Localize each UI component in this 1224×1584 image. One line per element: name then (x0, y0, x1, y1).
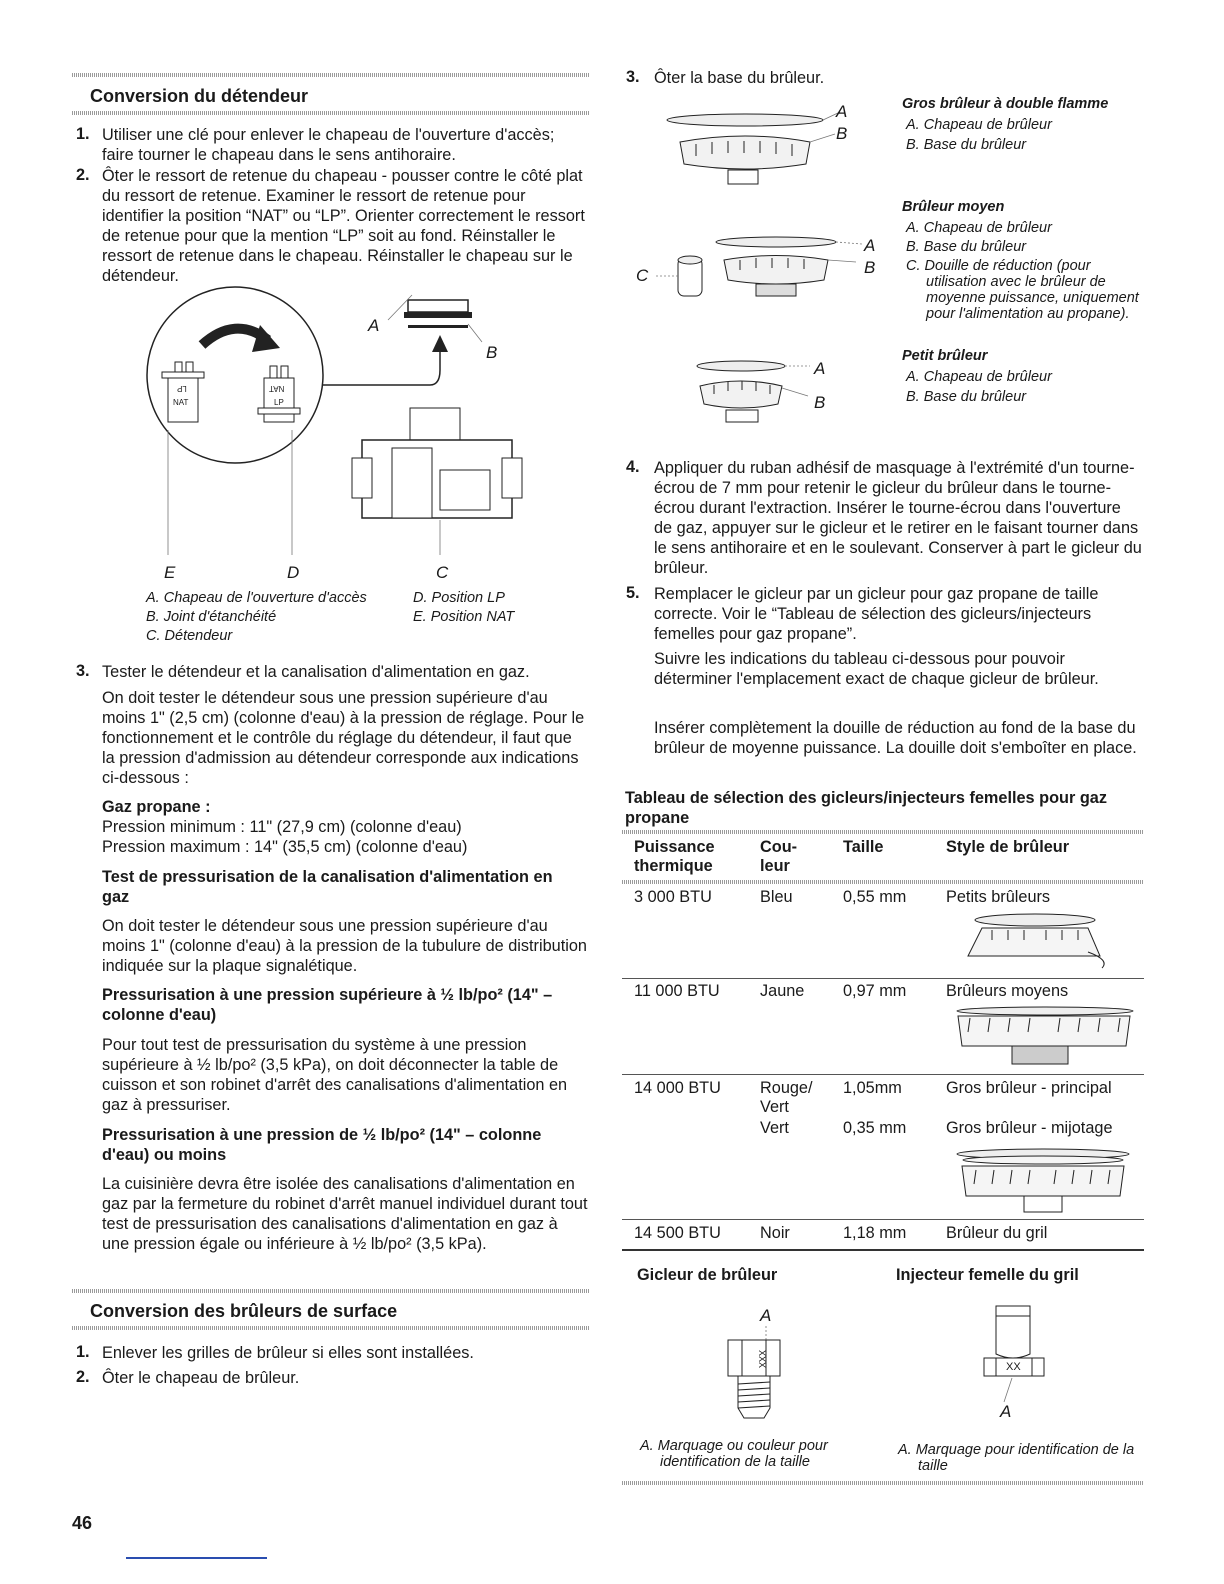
cell-size: 0,35 mm (843, 1119, 907, 1137)
orifice-icon (724, 1326, 784, 1422)
cell-btu: 14 000 BTU (634, 1079, 721, 1097)
callout-a: A (864, 236, 876, 255)
row-divider (622, 1219, 1144, 1220)
column-header: Cou-leur (760, 838, 798, 875)
callout-c: C (436, 563, 449, 582)
paragraph: Insérer complètement la douille de réduction au fond de la base du brûleur de moyenne puissance. La douille doit s'emboîter en place. (654, 719, 1137, 757)
orifice-caption: A. Marquage ou couleur pour identification de la taille (640, 1438, 828, 1470)
callout-a: A (368, 316, 380, 335)
cell-color: Jaune (760, 982, 805, 1000)
cap-label-nat: NAT (173, 398, 189, 407)
cell-size: 0,97 mm (843, 982, 907, 1000)
paragraph: Suivre les indications du tableau ci-dessous pour pouvoir déterminer l'emplacement exact de chaque gicleur de brûleur. (654, 650, 1099, 688)
step-text: Enlever les grilles de brûleur si elles sont installées. (102, 1344, 474, 1362)
large-burner-icon (660, 112, 860, 192)
subheading: Test de pressurisation de la canalisation d'alimentation en gaz (102, 868, 553, 906)
step-text: Appliquer du ruban adhésif de masquage à l'extrémité d'un tourne-écrou de 7 mm pour retenir le gicleur du brûleur dans le tourne-écrou durant l'extraction. Insérer le tourne-écrou dans l'ouverture de gaz, appuyer sur le gicleur et le retirer en le faisant tourner dans le sens antihoraire et en le soulevant. Conserver à part le gicleur du brûleur. (654, 459, 1142, 577)
callout-a: A (1000, 1402, 1012, 1421)
cell-color: Bleu (760, 888, 793, 906)
section-rule (72, 111, 590, 115)
callout-e: E (164, 563, 176, 582)
cell-style: Petits brûleurs (946, 888, 1051, 906)
step-number: 3. (626, 68, 640, 86)
burner-legend: C. Douille de réduction (pour utilisation avec le brûleur de moyenne puissance, uniquement pour l'alimentation au propane). (906, 258, 1139, 322)
burner-legend: A. Chapeau de brûleur (906, 220, 1052, 236)
size-marking: XX (1006, 1361, 1021, 1373)
legend-item: E. Position NAT (413, 609, 515, 625)
cell-color: Vert (760, 1119, 789, 1137)
section-title-burners: Conversion des brûleurs de surface (90, 1301, 398, 1321)
large-burner-icon (948, 1148, 1138, 1218)
legend-item: B. Joint d'étanchéité (146, 609, 277, 625)
cap-label-nat: NAT (269, 384, 285, 393)
burner-legend: B. Base du brûleur (906, 389, 1027, 405)
subheading: Pressurisation à une pression supérieure à ½ lb/po² (14" – colonne d'eau) (102, 986, 553, 1024)
cap-label-lp: LP (177, 384, 187, 393)
step-text: Ôter la base du brûleur. (654, 69, 825, 87)
callout-b: B (864, 258, 876, 277)
table-bottom-rule (622, 1249, 1144, 1251)
paragraph: On doit tester le détendeur sous une pression supérieure d'au moins 1" (colonne d'eau) à la pression de la tubulure de distribution indiquée sur la plaque signalétique. (102, 917, 587, 975)
step-text: Tester le détendeur et la canalisation d'alimentation en gaz. (102, 663, 530, 681)
cell-size: 1,05mm (843, 1079, 902, 1097)
step-text: Utiliser une clé pour enlever le chapeau de l'ouverture d'accès; faire tourner le chapeau dans le sens antihoraire. (102, 126, 555, 164)
page-number: 46 (72, 1513, 93, 1533)
step-number: 2. (76, 166, 90, 184)
cell-color: Rouge/ Vert (760, 1079, 813, 1116)
paragraph: La cuisinière devra être isolée des canalisations d'alimentation en gaz par la fermeture du robinet d'arrêt manuel individuel durant tout test de pressurisation des canalisations d'alimentation en gaz à une pression égale ou inférieure à ½ lb/po² (3,5 kPa). (102, 1175, 588, 1253)
legend-item: C. Détendeur (146, 628, 233, 644)
paragraph: On doit tester le détendeur sous une pression supérieure d'au moins 1" (2,5 cm) (colonne d'eau) à la pression de réglage. Pour le fonctionnement et le contrôle du réglage du détendeur, il faut que la pression d'admission au détendeur corresponde aux indications ci-dessous : (102, 689, 585, 787)
section-rule (72, 73, 590, 77)
step-number: 1. (76, 125, 90, 143)
step-text: Ôter le ressort de retenue du chapeau - pousser contre le côté plat du ressort de retenue. Examiner le ressort de retenue pour identifier la position “NAT” ou “LP”. Orienter correctement le ressort de retenue pour que la mention “LP” soit au fond. Réinstaller le ressort de retenue dans le chapeau. Réinstaller le chapeau sur le détendeur. (102, 167, 585, 285)
column-header: Taille (843, 838, 884, 856)
section-title-regulator: Conversion du détendeur (90, 86, 309, 106)
callout-d: D (287, 563, 300, 582)
section-rule (72, 1289, 590, 1293)
burner-title: Gros brûleur à double flamme (902, 96, 1109, 112)
row-divider (622, 1074, 1144, 1075)
column-header: Puissance thermique (634, 838, 715, 875)
step-number: 4. (626, 458, 640, 476)
cell-btu: 3 000 BTU (634, 888, 712, 906)
callout-b: B (814, 393, 826, 412)
cell-btu: 11 000 BTU (634, 982, 720, 1000)
table-rule (622, 880, 1144, 884)
callout-b: B (486, 343, 498, 362)
legend-item: A. Chapeau de l'ouverture d'accès (146, 590, 367, 606)
cell-style: Brûleurs moyens (946, 982, 1069, 1000)
row-divider (622, 978, 1144, 979)
section-rule (622, 1481, 1144, 1485)
burner-legend: B. Base du brûleur (906, 137, 1027, 153)
step-number: 1. (76, 1343, 90, 1361)
step-text: Remplacer le gicleur par un gicleur pour gaz propane de taille correcte. Voir le “Tableau de sélection des gicleurs/injecteurs femelles pour gaz propane”. (654, 585, 1099, 643)
legend-item: D. Position LP (413, 590, 505, 606)
medium-burner-icon (950, 1006, 1140, 1070)
step-number: 3. (76, 662, 90, 680)
table-title: Tableau de sélection des gicleurs/injecteurs femelles pour gaz propane (625, 789, 1107, 827)
section-rule (72, 1326, 590, 1330)
step-number: 5. (626, 584, 640, 602)
callout-a: A (814, 359, 826, 378)
callout-a: A (836, 102, 848, 121)
injector-icon (982, 1306, 1046, 1406)
burner-title: Brûleur moyen (902, 199, 1005, 215)
size-marking: XXX (757, 1350, 767, 1369)
cell-style: Gros brûleur - principal (946, 1079, 1112, 1097)
medium-burner-icon (636, 236, 886, 306)
cell-color: Noir (760, 1224, 790, 1242)
cell-size: 1,18 mm (843, 1224, 907, 1242)
step-number: 2. (76, 1368, 90, 1386)
pressure-line: Pression minimum : 11" (27,9 cm) (colonne d'eau) (102, 818, 462, 836)
pressure-line: Pression maximum : 14" (35,5 cm) (colonne d'eau) (102, 838, 468, 856)
callout-a: A (760, 1306, 772, 1325)
burner-legend: B. Base du brûleur (906, 239, 1027, 255)
cap-label-lp: LP (274, 398, 284, 407)
burner-title: Petit brûleur (902, 348, 988, 364)
cell-btu: 14 500 BTU (634, 1224, 721, 1242)
orifice-title: Gicleur de brûleur (637, 1266, 778, 1284)
regulator-diagram (140, 280, 540, 580)
callout-b: B (836, 124, 848, 143)
paragraph: Pour tout test de pressurisation du système à une pression supérieure à ½ lb/po² (3,5 kPa), on doit déconnecter la table de cuisson et son robinet d'arrêt des canalisations d'alimentation en gaz à pressuriser. (102, 1036, 568, 1114)
cell-style: Brûleur du gril (946, 1224, 1048, 1242)
burner-legend: A. Chapeau de brûleur (906, 369, 1052, 385)
cell-style: Gros brûleur - mijotage (946, 1119, 1113, 1137)
step-text: Ôter le chapeau de brûleur. (102, 1369, 300, 1387)
cell-size: 0,55 mm (843, 888, 907, 906)
callout-c: C (636, 266, 649, 285)
injector-caption: A. Marquage pour identification de la taille (898, 1442, 1135, 1474)
footer-line (126, 1557, 267, 1559)
subheading: Pressurisation à une pression de ½ lb/po² (14" – colonne d'eau) ou moins (102, 1126, 542, 1164)
column-header: Style de brûleur (946, 838, 1070, 856)
injector-title: Injecteur femelle du gril (896, 1266, 1079, 1284)
small-burner-icon (960, 912, 1120, 972)
burner-legend: A. Chapeau de brûleur (906, 117, 1052, 133)
table-rule (622, 830, 1144, 834)
subheading: Gaz propane : (102, 798, 211, 816)
